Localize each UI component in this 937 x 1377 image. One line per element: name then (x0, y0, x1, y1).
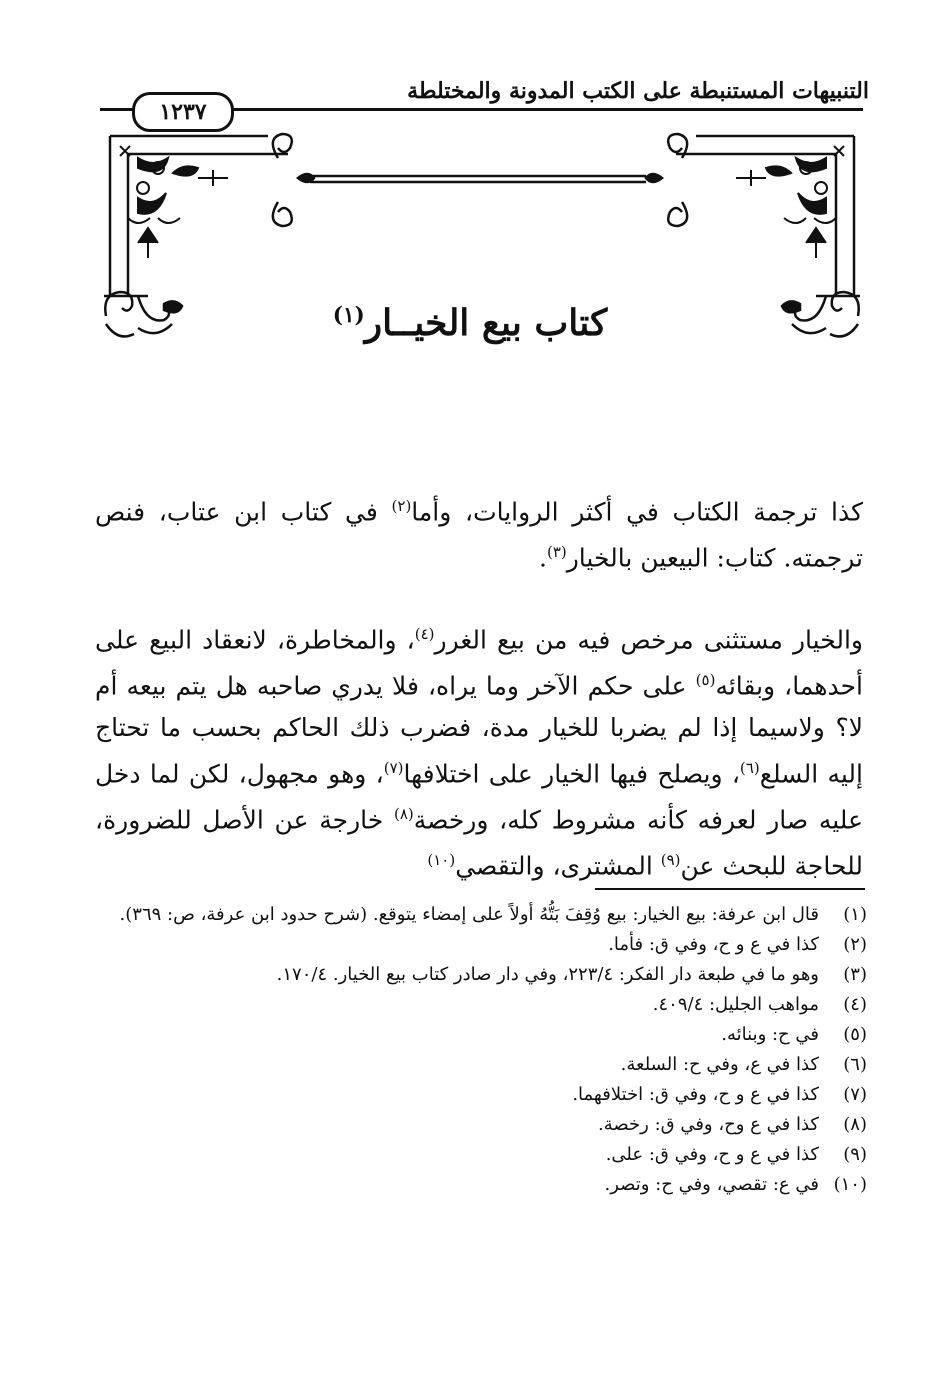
footnote-number: (٩) (843, 1144, 867, 1165)
footnote-number: (٣) (843, 964, 867, 985)
footnote-ref: (٨) (393, 804, 414, 823)
footnote-text: كذا في ع و ح، وفي ق: فأما. (608, 934, 819, 955)
corner-ornament-left (120, 146, 228, 258)
text-run: في كتاب ابن عتاب، فنص ترجمته. كتاب: البيعين بالخيار (95, 497, 863, 573)
footnote-ref: (١٠) (427, 851, 456, 870)
footnote-number: (١) (843, 904, 867, 925)
footnote-number: (١٠) (833, 1174, 867, 1195)
footnote-item (95, 1140, 867, 1170)
chapter-title (290, 302, 650, 344)
footnote-item (95, 1080, 867, 1110)
chapter-title-text: كتاب بيع الخيــار (364, 302, 608, 344)
scroll-ornament-top-right (646, 134, 687, 226)
text-run: . (539, 543, 547, 573)
footnote-ref: (٢) (391, 497, 412, 515)
scroll-ornament-bottom-left (105, 292, 182, 336)
paragraph-2 (95, 614, 863, 887)
text-run: ، ويصلح فيها الخيار على اختلافها (403, 758, 740, 788)
footnote-item (95, 960, 867, 990)
footnote-number: (٧) (843, 1084, 867, 1105)
footnote-ref: (٥) (695, 671, 716, 690)
footnotes (95, 900, 867, 1200)
footnote-item (95, 990, 867, 1020)
footnote-text: في ح: وبنائه. (721, 1024, 819, 1045)
paragraph-1 (95, 486, 863, 579)
footnote-text: في ع: تقصي، وفي ح: وتصر. (604, 1174, 819, 1195)
footnote-text: قال ابن عرفة: بيع الخيار: بيع وُقِفَ بَتُّهُ أولاً على إمضاء يتوقع. (شرح حدود ابن عرفة، ص: ٣٦٩). (119, 904, 819, 925)
footnote-item (95, 900, 867, 930)
text-run: المشترى، والتقصي (455, 851, 661, 881)
footnote-number: (٢) (843, 934, 867, 955)
text-run: على حكم الآخر وما يراه، فلا يدري صاحبه هل يتم بيعه أم لا؟ ولاسيما إذا لم يضربا للخيار مدة، فضرب ذلك الحاكم بحسب ما تحتاج إليه السلع (95, 671, 863, 788)
footnote-ref: (٣) (546, 543, 567, 562)
footnote-item (95, 1170, 867, 1200)
footnote-ref: (١) (332, 303, 365, 328)
running-header-title: التنبيهات المستنبطة على الكتب المدونة والمختلطة (407, 78, 869, 104)
footnote-text: وهو ما في طبعة دار الفكر: ٢٢٣/٤، وفي دار صادر كتاب بيع الخيار. ١٧٠/٤. (276, 964, 819, 985)
footnote-item (95, 930, 867, 960)
page-number: ١٢٣٧ (132, 92, 234, 132)
footnote-item (95, 1050, 867, 1080)
text-run: والخيار مستثنى مرخص فيه من بيع الغرر (434, 625, 863, 655)
footnote-ref: (٩) (660, 851, 681, 870)
footnote-text: مواهب الجليل: ٤٠٩/٤. (652, 994, 819, 1015)
footnote-ref: (٦) (739, 758, 760, 777)
footnote-item (95, 1110, 867, 1140)
text-run: ، وهو مجهول، لكن لما دخل عليه صار لعرفه كأنه مشروط كله، ورخصة (95, 758, 863, 835)
corner-ornament-right (736, 146, 844, 258)
footnote-text: كذا في ع، وفي ح: السلعة. (620, 1054, 819, 1075)
footnote-item (95, 1020, 867, 1050)
text-run: خارجة عن الأصل للضرورة، للحاجة للبحث عن (95, 805, 863, 881)
footnote-text: كذا في ع و ح، وفي ق: على. (605, 1144, 819, 1165)
footnote-number: (٤) (843, 994, 867, 1015)
scroll-ornament-top-left (273, 134, 314, 226)
footnote-number: (٦) (843, 1054, 867, 1075)
scroll-ornament-bottom-right (782, 292, 859, 336)
footnote-separator (595, 888, 865, 890)
footnote-text: كذا في ع وح، وفي ق: رخصة. (598, 1114, 819, 1135)
footnote-number: (٨) (843, 1114, 867, 1135)
footnote-ref: (٧) (383, 758, 404, 777)
footnote-number: (٥) (843, 1024, 867, 1045)
text-run: ، والمخاطرة، لانعقاد البيع على أحدهما، وبقائه (95, 625, 864, 701)
text-run: كذا ترجمة الكتاب في أكثر الروايات، وأما (411, 497, 864, 527)
footnote-text: كذا في ع و ح، وفي ق: اختلافهما. (572, 1084, 819, 1105)
footnote-ref: (٤) (414, 625, 435, 643)
